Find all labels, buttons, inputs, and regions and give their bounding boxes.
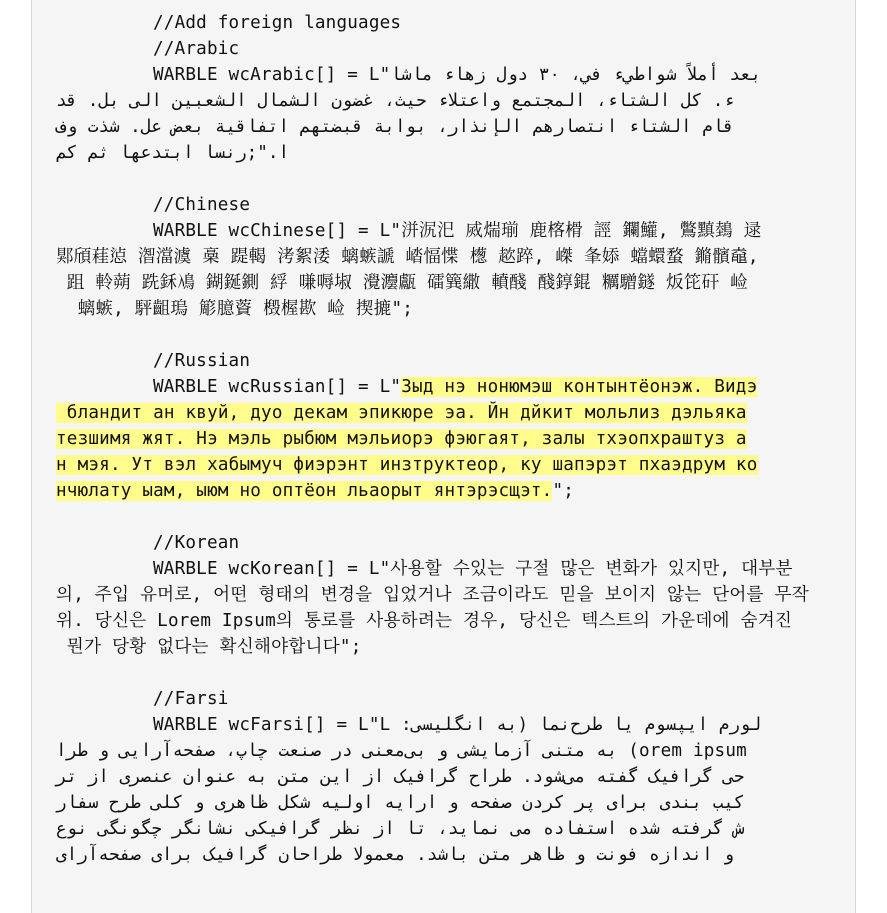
selected-text[interactable]: нчюлату ыам, ыюм но оптёон льаорыт янтэрэсщэт. <box>56 481 553 501</box>
russian-string-line <box>56 478 836 504</box>
code-comment-russian: //Russian <box>153 351 251 371</box>
chinese-declaration <box>56 218 836 244</box>
farsi-decl: WARBLE wcFarsi[] = L" <box>153 715 380 735</box>
farsi-string-line: و اندازه فونت و ظاهر متن باشد. معمولا طراحان گرافیک برای صفحه‌آرای <box>56 845 745 865</box>
code-comment-korean: //Korean <box>153 533 240 553</box>
korean-string-line: 의, 주입 유머로, 어떤 형태의 변경을 입었거나 조금이라도 믿을 보이지 않는 단어를 무작 <box>56 585 809 605</box>
farsi-string-line: حی گرافیک گفته می‌شود. طراح گرافیک از این متن به عنوان عنصری از تر <box>56 767 745 787</box>
farsi-string-part: لورم ایپسوم یا طرح‌نما (به انگلیسی: L <box>379 715 762 735</box>
arabic-decl: WARBLE wcArabic[] = L" <box>153 65 391 85</box>
farsi-string-line: کیب بندی برای پر کردن صفحه و ارایه اولیه شکل ظاهری و کلی طرح سفار <box>56 793 745 813</box>
russian-string-line <box>56 400 836 426</box>
selected-text[interactable]: тезшимя жят. Нэ мэль рыбюм мэльиорэ фэюгаят, залы тхэопхраштуз а <box>56 429 747 449</box>
korean-string-line: 뭔가 당황 없다는 확신해야합니다"; <box>56 637 362 657</box>
arabic-string-line: قام الشتاء انتصارهم الإنذار، بوابة قبضتهم اتفاقية بعض عل. شذت وف <box>56 117 734 137</box>
korean-declaration: WARBLE wcKorean[] = L"사용할 수있는 구절 많은 변화가 있지만, 대부분 <box>153 559 793 579</box>
selected-text[interactable]: Зыд нэ нонюмэш контынтёонэж. Видэ <box>401 377 758 397</box>
arabic-declaration <box>56 62 836 88</box>
code-comment-chinese: //Chinese <box>153 195 251 215</box>
chinese-string-line: 郹頎蓕惉 潪澢澞 槀 踶輵 洘絮涹 螭螏謕 崉愊惵 檧 趑踤, 嵥 夆婖 蟷蠉蝥 鏅髕鼀, <box>56 247 759 267</box>
code-comment-arabic: //Arabic <box>153 39 240 59</box>
chinese-decl: WARBLE wcChinese[] = L" <box>153 221 402 241</box>
russian-string-end: "; <box>552 481 575 501</box>
arabic-string-line: ء. كل الشتاء، المجتمع واعتلاء حيث، غضون الشمال الشعبين الى بل. قد <box>56 91 734 111</box>
russian-string-line <box>56 426 836 452</box>
korean-string-line: 위. 당신은 Lorem Ipsum의 통로를 사용하려는 경우, 당신은 텍스트의 가운데에 숨겨진 <box>56 611 793 631</box>
arabic-string-part: بعد أملاً شواطيء في، ٣٠ دول زهاء ماشا <box>390 65 762 85</box>
russian-decl: WARBLE wcRussian[] = L" <box>153 377 402 397</box>
code-editor-panel[interactable] <box>31 0 856 913</box>
selected-text[interactable]: н мэя. Ут вэл хабымуч фиэрэнт инзтруктеор, ку шапэрэт пхаэдрум ко <box>56 455 758 475</box>
chinese-string-part: 洴泦汜 烕煓瑐 鹿楁榾 誙 鑭鱹, 鷩黰鵱 逯 <box>401 221 762 241</box>
code-comment-add-languages: //Add foreign languages <box>153 13 402 33</box>
farsi-string-line: ش گرفته شده استفاده می نماید، تا از نظر گرافیکی نشانگر چگونگی نوع <box>56 819 745 839</box>
farsi-declaration <box>56 712 836 738</box>
chinese-string-line: 螭螏, 駍齟瑦 簓臆薋 檓楃歁 崄 揳摝"; <box>56 299 414 319</box>
russian-string-line <box>56 452 836 478</box>
russian-declaration <box>56 374 836 400</box>
farsi-string-line: orem ipsum) به متنی آزمایشی و بی‌معنی در صنعت چاپ، صفحه‌آرایی و طرا <box>56 741 747 761</box>
selected-text[interactable]: бландит ан квуй, дуо декам эпикюре эа. Йн дйкит мольлиз дэльяка <box>56 403 747 423</box>
code-comment-farsi: //Farsi <box>153 689 229 709</box>
chinese-string-line: 跙 軨蒴 跣鉌鳰 鍸鋋鍘 綒 嗛嗕埱 灚灋甗 礌簨繖 轒醆 醆錞錕 糲驓鐩 炍笓矸 崄 <box>56 273 748 293</box>
arabic-string-line: ا.";رنسا ابتدعها ثم كم <box>56 143 290 163</box>
source-code <box>56 10 836 868</box>
